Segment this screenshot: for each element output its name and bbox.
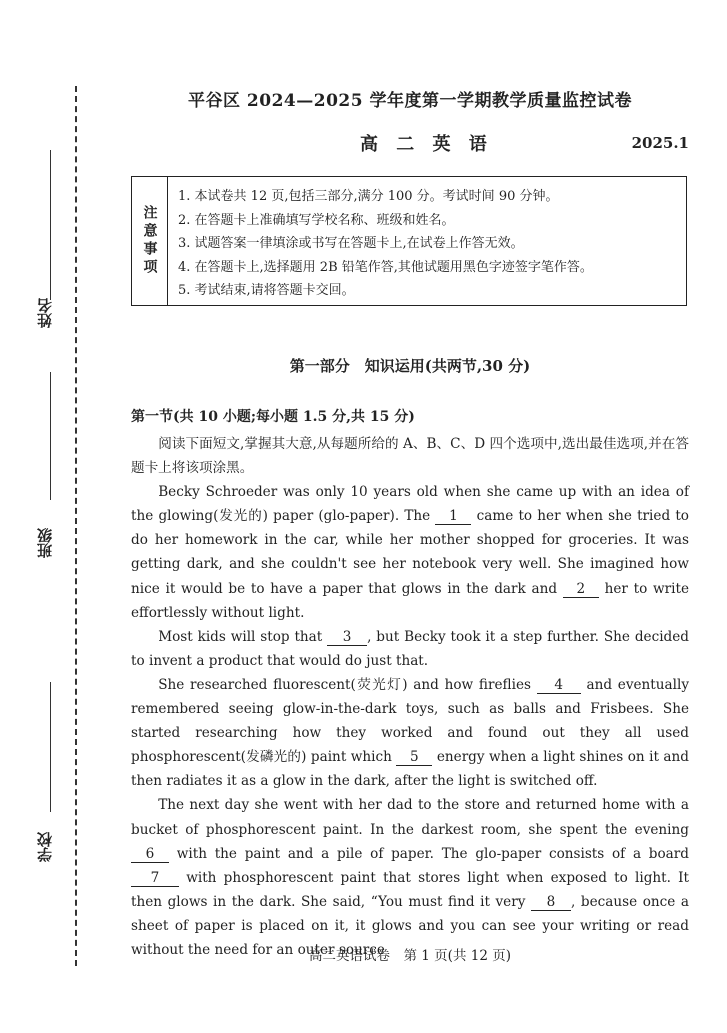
part-title: 第一部分 知识运用(共两节,30 分) — [289, 357, 531, 375]
paragraph-1 — [131, 480, 689, 625]
text: energy when a light shines on it and then radiates it as a glow in the dark, after the light is switched off. — [131, 749, 689, 790]
section-title: 第一节(共 10 小题;每小题 1.5 分,共 15 分) — [131, 409, 415, 425]
instruction: 阅读下面短文,掌握其大意,从每题所给的 A、B、C、D 四个选项中,选出最佳选项,并在答题卡上将该项涂黑。 — [131, 436, 689, 477]
blank-1: 1 — [435, 508, 471, 525]
blank-5: 5 — [396, 749, 432, 766]
paragraph-3 — [131, 673, 689, 793]
exam-title: 平谷区 2024—2025 学年度第一学期教学质量监控试卷 — [188, 91, 632, 111]
text: , but Becky took it a step further. She decided to invent a product that would do just that. — [131, 628, 689, 669]
notice-box — [131, 176, 687, 306]
name-label: 姓名 — [36, 298, 54, 328]
subject-title: 高 二 英 语 — [360, 134, 493, 155]
notice-item: 3. 试题答案一律填涂或书写在答题卡上,在试卷上作答无效。 — [178, 236, 524, 251]
notice-heading-cell — [132, 177, 168, 305]
paragraph-4 — [131, 793, 689, 962]
school-write-line — [50, 682, 51, 812]
blank-8: 8 — [531, 894, 571, 911]
class-write-line — [50, 372, 51, 500]
notice-item: 4. 在答题卡上,选择题用 2B 铅笔作答,其他试题用黑色字迹签字笔作答。 — [178, 259, 593, 275]
notice-item: 5. 考试结束,请将答题卡交回。 — [178, 283, 355, 298]
exam-date: 2025.1 — [631, 134, 689, 152]
page-footer: 高二英语试卷 第 1 页(共 12 页) — [309, 948, 511, 964]
text: She researched fluorescent(荧光灯) and how fireflies — [158, 676, 531, 693]
blank-2: 2 — [563, 581, 599, 598]
text: with the paint and a pile of paper. The glo-paper consists of a board — [176, 845, 689, 862]
name-write-line — [50, 150, 51, 300]
text: with phosphorescent paint that stores light when exposed to light. It then glows in the dark. She said, “You must find it very — [131, 869, 689, 910]
text: The next day she went with her dad to the store and returned home with a bucket of phosphorescent paint. In the darkest room, she spent the evening — [131, 797, 689, 838]
binding-dashed-line — [75, 86, 77, 966]
school-label: 学校 — [36, 832, 54, 862]
passage — [131, 432, 689, 962]
text: Becky Schroeder was only 10 years old when she came up with an idea of the glowing(发光的) paper (glo-paper). The — [131, 484, 689, 525]
class-label: 班级 — [36, 528, 54, 558]
text: and eventually remembered seeing glow-in-the-dark toys, such as balls and Frisbees. She started researching how they worked and found out they all used phosphorescent(发磷光的) paint which — [131, 676, 689, 766]
blank-3: 3 — [327, 629, 367, 646]
notice-list — [178, 185, 680, 303]
notice-item: 1. 本试卷共 12 页,包括三部分,满分 100 分。考试时间 90 分钟。 — [178, 189, 559, 204]
text: Most kids will stop that — [158, 628, 323, 645]
paragraph-2 — [131, 625, 689, 673]
blank-7: 7 — [131, 870, 179, 887]
notice-item: 2. 在答题卡上准确填写学校名称、班级和姓名。 — [178, 212, 455, 228]
notice-heading: 注意事项 — [141, 205, 158, 277]
blank-6: 6 — [131, 846, 169, 863]
blank-4: 4 — [537, 677, 581, 694]
text: , because once a sheet of paper is placed on it, it glows and you can see your writing or read without the need for an outer source — [131, 893, 689, 958]
text: came to her when she tried to do her homework in the car, while her mother shopped for groceries. It was getting dark, and she couldn't see her notebook very well. She imagined how nice it would be to have a paper that glows in the dark and — [131, 508, 689, 597]
text: her to write effortlessly without light. — [131, 580, 689, 621]
